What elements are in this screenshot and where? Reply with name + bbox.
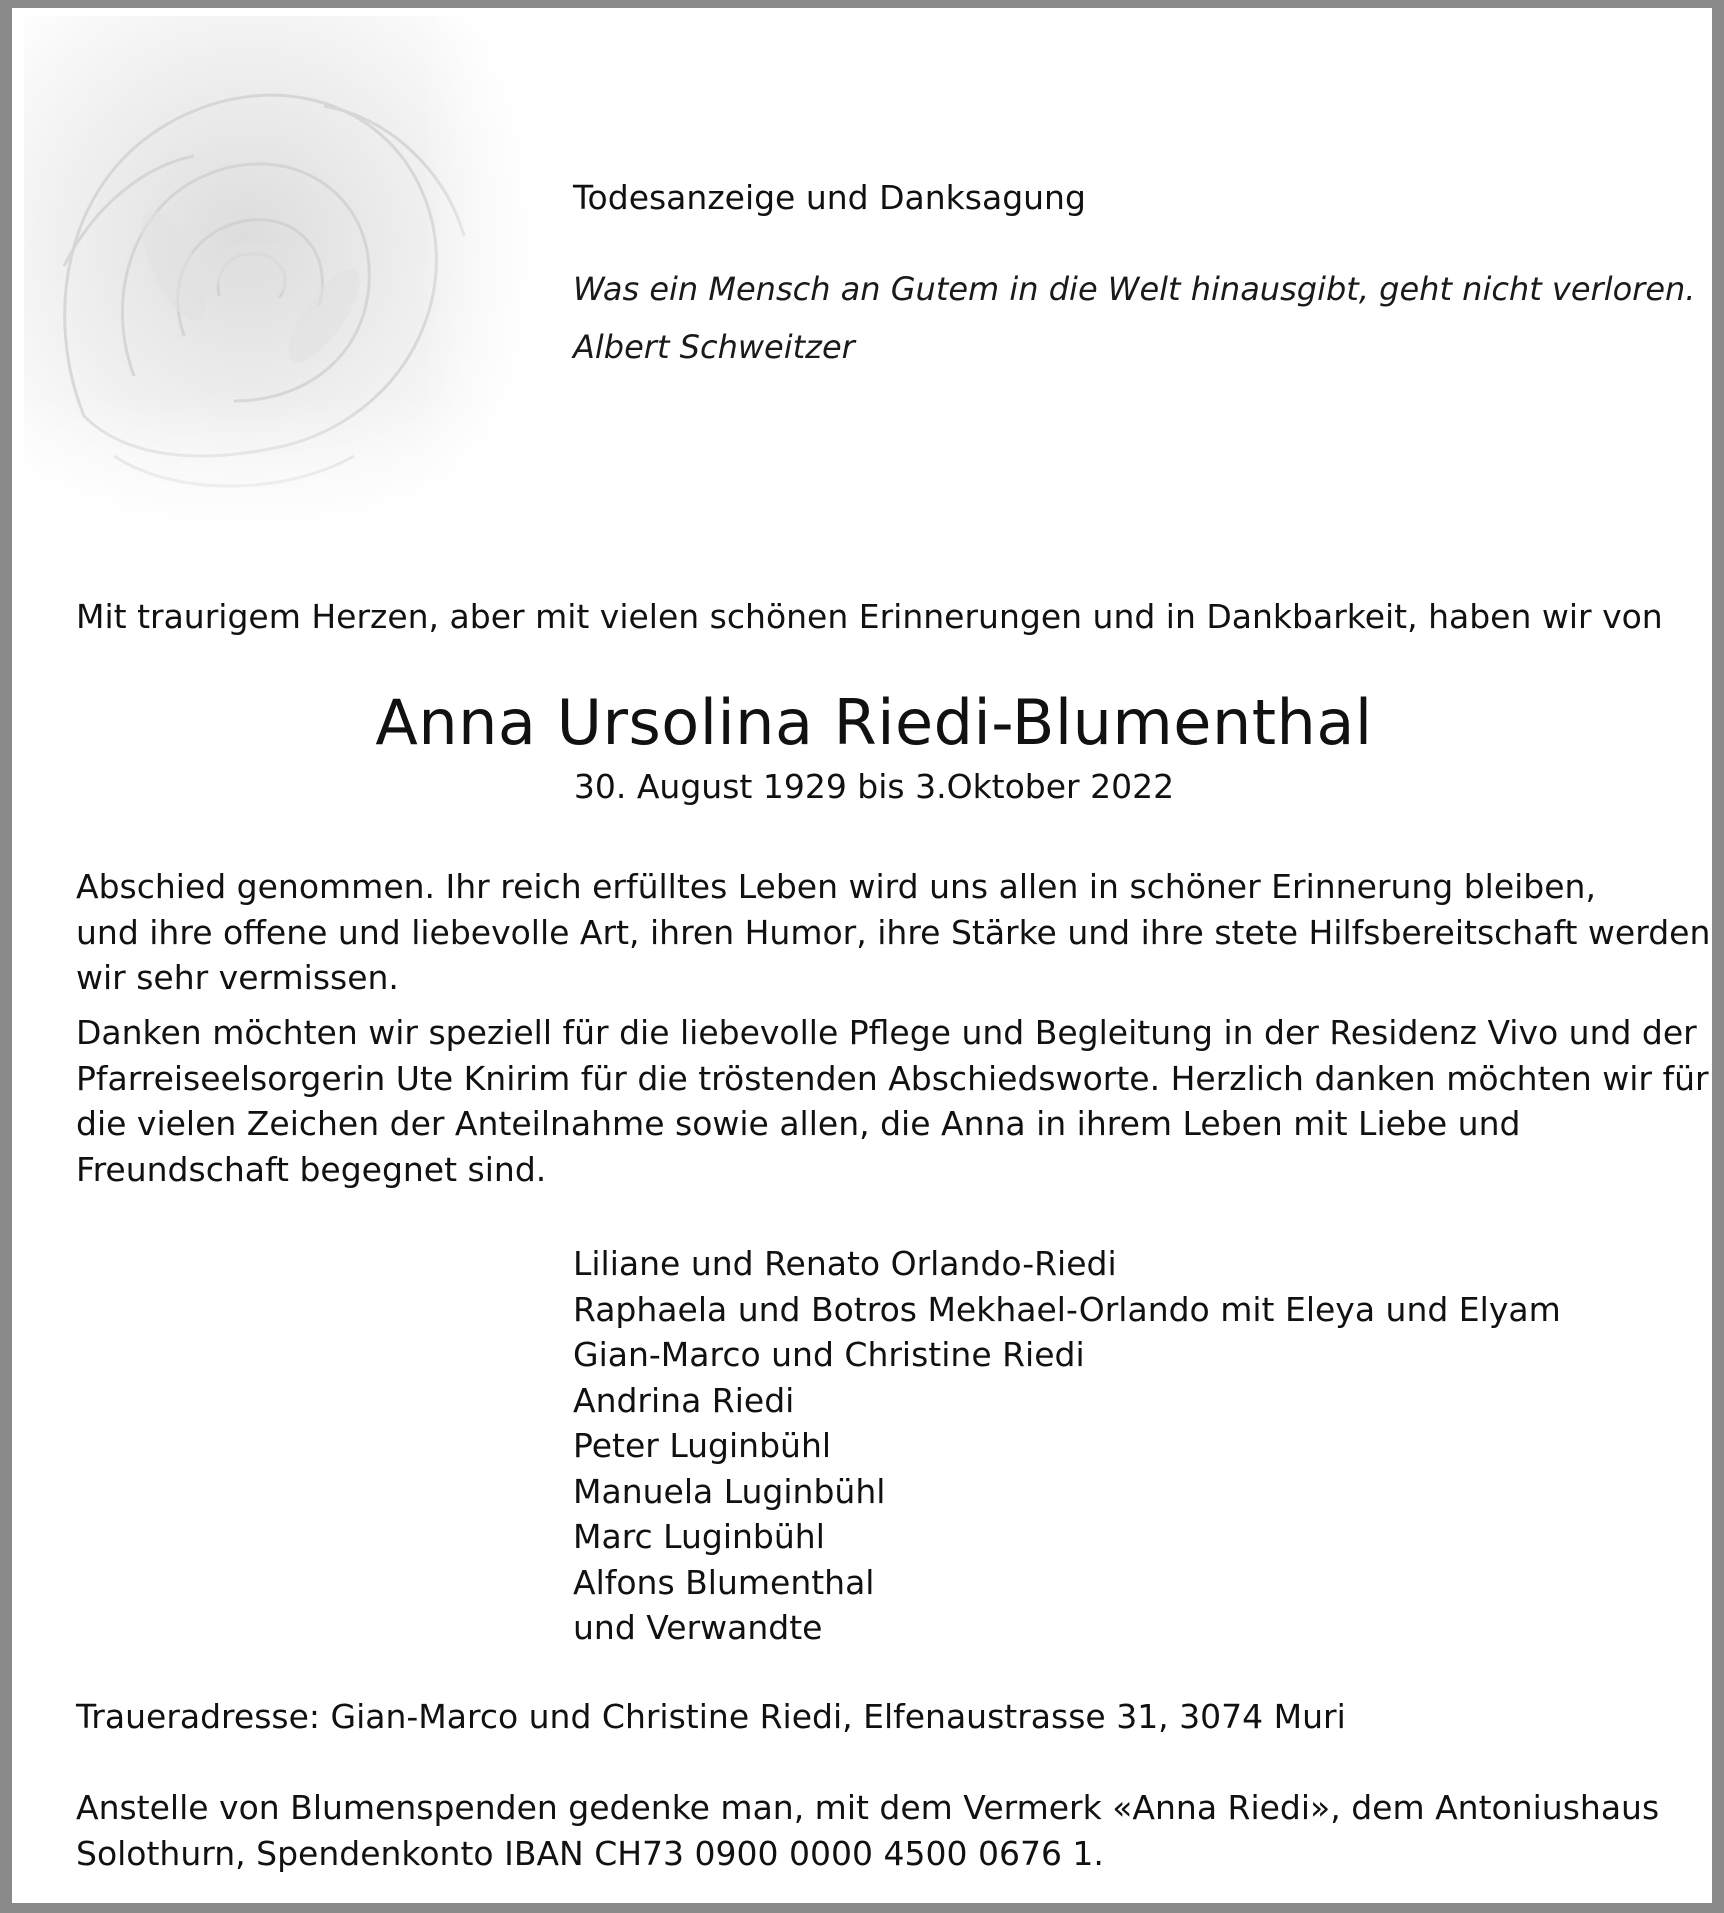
life-dates: 30. August 1929 bis 3.Oktober 2022 bbox=[573, 767, 1175, 806]
mourning-address: Traueradresse: Gian-Marco und Christine Riedi, Elfenaustrasse 31, 3074 Muri bbox=[76, 1697, 1346, 1736]
mourner-entry: und Verwandte bbox=[573, 1608, 823, 1647]
mourner-entry: Alfons Blumenthal bbox=[573, 1562, 875, 1602]
notice-heading: Todesanzeige und Danksagung bbox=[573, 178, 1086, 217]
paragraph-line: Freundschaft begegnet sind. bbox=[76, 1149, 547, 1189]
paragraph-line: wir sehr vermissen. bbox=[76, 958, 399, 997]
paragraph-line: Danken möchten wir speziell für die liebevolle Pflege und Begleitung in der Residenz Vivo und der bbox=[76, 1013, 1697, 1052]
paragraph-line: die vielen Zeichen der Anteilnahme sowie allen, die Anna in ihrem Leben mit Liebe und bbox=[76, 1104, 1521, 1143]
thanks-paragraph bbox=[76, 1010, 1709, 1192]
mourner-entry: Andrina Riedi bbox=[573, 1380, 795, 1420]
donation-line: Solothurn, Spendenkonto IBAN CH73 0900 0000 4500 0676 1. bbox=[76, 1833, 1104, 1873]
mourners-list bbox=[573, 1241, 1561, 1651]
mourner-entry: Gian-Marco und Christine Riedi bbox=[573, 1335, 1085, 1374]
mourner-entry: Raphaela und Botros Mekhael-Orlando mit Eleya und Elyam bbox=[573, 1289, 1561, 1329]
intro-text: Mit traurigem Herzen, aber mit vielen schönen Erinnerungen und in Dankbarkeit, haben wir von bbox=[76, 597, 1663, 636]
mourner-entry: Manuela Luginbühl bbox=[573, 1471, 886, 1511]
white-rose-icon bbox=[24, 16, 554, 556]
mourner-entry: Marc Luginbühl bbox=[573, 1517, 825, 1556]
mourner-entry: Liliane und Renato Orlando-Riedi bbox=[573, 1244, 1117, 1283]
farewell-paragraph bbox=[76, 864, 1710, 1001]
quote-text: Was ein Mensch an Gutem in die Welt hinausgibt, geht nicht verloren. bbox=[573, 270, 1696, 308]
paragraph-line: Pfarreiseelsorgerin Ute Knirim für die tröstenden Abschiedsworte. Herzlich danken möchten wir für bbox=[76, 1058, 1709, 1098]
paragraph-line: und ihre offene und liebevolle Art, ihren Humor, ihre Stärke und ihre stete Hilfsbereitschaft werden bbox=[76, 912, 1711, 952]
paragraph-line: Abschied genommen. Ihr reich erfülltes Leben wird uns allen in schöner Erinnerung bleiben, bbox=[76, 867, 1596, 906]
mourner-entry: Peter Luginbühl bbox=[573, 1426, 832, 1465]
deceased-name: Anna Ursolina Riedi-Blumenthal bbox=[375, 686, 1373, 759]
donation-note bbox=[76, 1785, 1659, 1876]
donation-line: Anstelle von Blumenspenden gedenke man, mit dem Vermerk «Anna Riedi», dem Antoniushaus bbox=[76, 1788, 1660, 1827]
quote-author: Albert Schweitzer bbox=[573, 328, 855, 366]
